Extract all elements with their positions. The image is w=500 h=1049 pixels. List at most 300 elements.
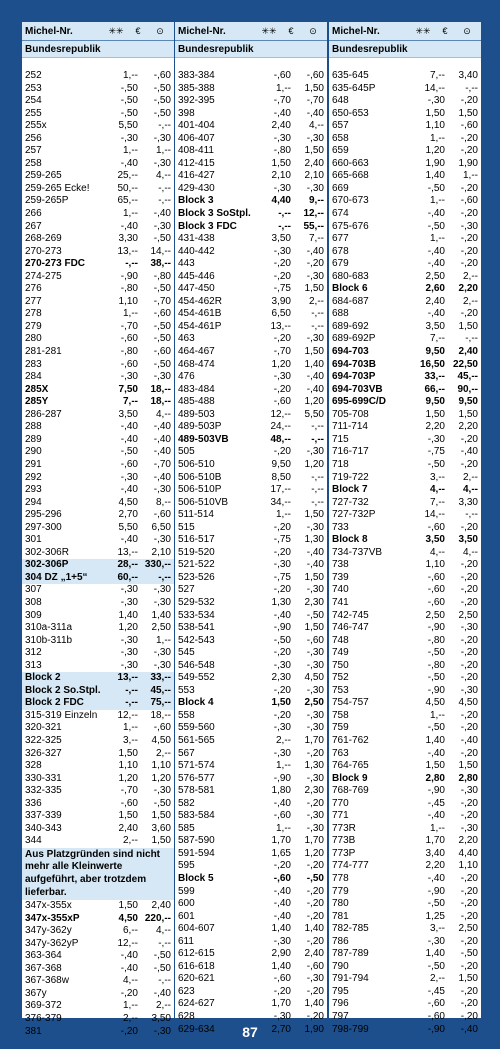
used-price: -,30	[153, 371, 171, 383]
used-price: -,--	[465, 509, 478, 521]
mint-price: 12,--	[270, 408, 291, 420]
catalog-number: 677	[332, 233, 349, 245]
used-price: 2,--	[156, 1000, 171, 1012]
price-row	[22, 785, 174, 798]
mint-price: 1,--	[123, 1000, 138, 1012]
catalog-number: 277	[25, 295, 42, 307]
price-row	[175, 647, 327, 660]
used-price: 2,50	[458, 609, 478, 621]
catalog-number: 347x-355x	[25, 900, 72, 912]
used-price: 45,--	[150, 684, 171, 696]
price-row	[175, 810, 327, 823]
mint-price: -,30	[273, 1011, 291, 1023]
catalog-number: 454-461P	[178, 320, 222, 332]
catalog-number: 684-687	[332, 295, 369, 307]
mint-price: 1,50	[118, 900, 138, 912]
price-row	[329, 484, 481, 497]
used-price: -,40	[153, 446, 171, 458]
price-row	[22, 660, 174, 673]
mint-price: 2,--	[276, 734, 291, 746]
catalog-number: 310a-311a	[25, 622, 73, 634]
catalog-number: 670-673	[332, 195, 369, 207]
used-price: 2,50	[151, 622, 171, 634]
price-row	[22, 258, 174, 271]
used-price: -,20	[460, 634, 478, 646]
used-price: 7,--	[309, 233, 324, 245]
mint-price: -,30	[120, 659, 138, 671]
mint-price: -,90	[427, 885, 445, 897]
price-row	[175, 296, 327, 309]
used-price: -,--	[311, 496, 324, 508]
price-row	[175, 898, 327, 911]
used-price: -,--	[465, 333, 478, 345]
catalog-number: 255	[25, 107, 42, 119]
used-price: -,30	[460, 785, 478, 797]
price-row	[175, 534, 327, 547]
catalog-number: 485-488	[178, 396, 215, 408]
mint-price: 48,--	[270, 433, 291, 445]
used-price: 3,60	[151, 822, 171, 834]
catalog-number: 483-484	[178, 383, 215, 395]
used-price: 18,--	[150, 709, 171, 721]
mint-price: -,20	[273, 446, 291, 458]
catalog-number: 739	[332, 571, 349, 583]
catalog-number: 429-430	[178, 182, 215, 194]
catalog-number: 278	[25, 308, 42, 320]
mint-price: -,40	[120, 962, 138, 974]
catalog-number: 727-732	[332, 496, 369, 508]
used-price: -,20	[460, 797, 478, 809]
used-price: -,30	[306, 810, 324, 822]
availability-note: Aus Platzgründen sind nicht mehr alle Kleinwerte aufgeführt, aber trotzdem lieferbar.	[22, 848, 174, 900]
price-row	[175, 221, 327, 234]
mint-price: -,90	[427, 684, 445, 696]
catalog-number: Block 2 FDC	[25, 697, 84, 709]
mint-price: -,50	[427, 182, 445, 194]
catalog-number: 635-645P	[332, 82, 376, 94]
catalog-number: 628	[178, 1011, 195, 1023]
mint-price: 1,--	[123, 722, 138, 734]
used-price: -,20	[460, 458, 478, 470]
catalog-number: 511-514	[178, 509, 214, 521]
used-price: 4,--	[156, 170, 171, 182]
price-row	[22, 963, 174, 976]
catalog-number: 383-384	[178, 70, 215, 81]
section-title: Bundesrepublik	[22, 41, 174, 58]
used-price: 45,--	[457, 371, 478, 383]
catalog-number: 591-594	[178, 847, 215, 859]
price-row	[175, 559, 327, 572]
price-row	[175, 697, 327, 710]
mint-price: -,30	[120, 647, 138, 659]
used-price: -,20	[460, 873, 478, 884]
mint-price: -,50	[427, 220, 445, 232]
catalog-number: 787-789	[332, 948, 369, 960]
catalog-number: 658	[332, 132, 349, 144]
catalog-number: 753	[332, 684, 349, 696]
mint-price: -,40	[273, 107, 291, 119]
mint-price: 1,--	[430, 132, 445, 144]
mint-price: -,30	[427, 433, 445, 445]
catalog-number: 599	[178, 885, 195, 897]
catalog-number: 770	[332, 797, 349, 809]
mint-price: 1,20	[271, 358, 291, 370]
used-price: 33,--	[150, 672, 171, 684]
price-row	[175, 321, 327, 334]
mint-price: 1,--	[430, 822, 445, 834]
mint-price: 2,50	[425, 609, 445, 621]
used-price: -,50	[306, 609, 324, 621]
used-price: 1,50	[458, 320, 478, 332]
used-price: 1,90	[304, 1023, 324, 1035]
used-price: -,--	[158, 975, 171, 987]
price-row	[329, 785, 481, 798]
price-row	[329, 923, 481, 936]
mint-price: -,40	[273, 797, 291, 809]
mint-price: 1,50	[118, 747, 138, 759]
used-price: 1,50	[304, 622, 324, 634]
catalog-number: 285Y	[25, 396, 49, 408]
used-price: -,20	[460, 1011, 478, 1023]
catalog-number: 571-574	[178, 760, 215, 772]
price-row	[22, 635, 174, 648]
price-row	[175, 873, 327, 886]
catalog-number: 689-692	[332, 320, 369, 332]
mint-price: -,80	[427, 659, 445, 671]
mint-price: -,30	[120, 471, 138, 483]
catalog-number: 295-296	[25, 509, 62, 521]
used-price: -,20	[460, 898, 478, 910]
price-row	[329, 647, 481, 660]
used-price: -,--	[158, 120, 171, 132]
used-price: -,20	[460, 571, 478, 583]
catalog-number: 741	[332, 596, 349, 608]
price-row	[329, 522, 481, 535]
used-price: -,20	[460, 145, 478, 157]
catalog-number: 259-265P	[25, 195, 69, 207]
used-price: -,--	[158, 571, 171, 583]
mint-price: -,60	[273, 810, 291, 822]
catalog-number: 369-372	[25, 1000, 62, 1012]
used-price: 14,--	[150, 245, 171, 257]
catalog-number: 782-785	[332, 923, 369, 935]
price-row	[22, 283, 174, 296]
price-row	[329, 258, 481, 271]
mint-price: 1,70	[425, 835, 445, 847]
mint-price: -,30	[427, 935, 445, 947]
mint-price: -,--	[278, 220, 291, 232]
used-price: -,50	[153, 358, 171, 370]
used-price: -,20	[306, 860, 324, 872]
mint-price: 1,40	[425, 948, 445, 960]
price-row	[175, 936, 327, 949]
catalog-number: 447-450	[178, 283, 215, 295]
price-row	[175, 258, 327, 271]
used-price: 1,70	[304, 734, 324, 746]
used-price: -,40	[460, 446, 478, 458]
used-price: 2,--	[156, 747, 171, 759]
mint-price: 7,--	[123, 396, 138, 408]
catalog-number: 454-461B	[178, 308, 222, 320]
used-price: 2,50	[304, 697, 324, 709]
catalog-number: 542-543	[178, 634, 215, 646]
catalog-number: 406-407	[178, 132, 215, 144]
mint-price: -,60	[120, 333, 138, 345]
used-price: -,50	[153, 320, 171, 332]
catalog-number: 254	[25, 95, 42, 107]
mint-price: -,20	[273, 684, 291, 696]
mint-price: -,20	[273, 258, 291, 270]
catalog-number: 294	[25, 496, 42, 508]
mint-price: 1,65	[271, 847, 291, 859]
used-price: 1,10	[458, 860, 478, 872]
catalog-number: 267	[25, 220, 42, 232]
catalog-number: 774-777	[332, 860, 369, 872]
price-row	[329, 710, 481, 723]
price-row	[22, 938, 174, 951]
used-price: -,60	[306, 960, 324, 972]
used-price: 4,50	[304, 672, 324, 684]
used-price: 4,--	[156, 408, 171, 420]
price-row	[22, 735, 174, 748]
price-row	[329, 421, 481, 434]
mint-price: -,--	[125, 258, 138, 270]
price-row	[329, 434, 481, 447]
mint-price: 6,50	[271, 308, 291, 320]
price-row	[329, 221, 481, 234]
price-row	[22, 183, 174, 196]
used-price: 90,--	[457, 383, 478, 395]
price-row	[175, 1011, 327, 1024]
mint-price: -,30	[273, 747, 291, 759]
catalog-number: 291	[25, 458, 42, 470]
price-row	[175, 961, 327, 974]
mint-price: -,--	[278, 208, 291, 220]
mint-price: 1,50	[425, 408, 445, 420]
used-price: -,50	[153, 333, 171, 345]
used-price: 3,50	[458, 534, 478, 546]
price-row	[175, 183, 327, 196]
mint-price: 7,--	[430, 70, 445, 81]
used-price: 2,--	[463, 471, 478, 483]
mint-price: 3,50	[271, 233, 291, 245]
catalog-number: 549-552	[178, 672, 215, 684]
catalog-number: 779	[332, 885, 349, 897]
price-row	[22, 810, 174, 823]
price-row	[22, 697, 174, 710]
catalog-number: 392-395	[178, 95, 215, 107]
mint-price: 1,20	[118, 772, 138, 784]
price-list	[22, 58, 174, 1038]
price-row	[329, 70, 481, 83]
used-price: -,20	[460, 208, 478, 220]
catalog-number: 367y	[25, 987, 47, 999]
catalog-number: 529-532	[178, 596, 215, 608]
used-price: -,40	[306, 371, 324, 383]
catalog-number: 780	[332, 898, 349, 910]
price-row	[175, 785, 327, 798]
mint-price: 1,40	[118, 609, 138, 621]
price-row	[329, 748, 481, 761]
mint-price: -,40	[120, 433, 138, 445]
price-row	[22, 409, 174, 422]
used-price: -,60	[153, 722, 171, 734]
catalog-number: 759	[332, 722, 349, 734]
catalog-number: 567	[178, 747, 195, 759]
used-price: 1,--	[156, 634, 171, 646]
column	[175, 22, 327, 1035]
mint-price: 2,70	[118, 509, 138, 521]
catalog-number: 660-663	[332, 157, 369, 169]
price-list	[329, 58, 481, 1036]
catalog-number: 669	[332, 182, 349, 194]
price-row	[329, 120, 481, 133]
catalog-number: 650-653	[332, 107, 369, 119]
price-row	[175, 371, 327, 384]
price-row	[329, 497, 481, 510]
catalog-number: 716-717	[332, 446, 369, 458]
catalog-number: 347y-362yP	[25, 937, 79, 949]
used-price: 2,--	[463, 295, 478, 307]
price-row	[329, 446, 481, 459]
catalog-number: 258	[25, 157, 42, 169]
used-price: -,20	[306, 985, 324, 997]
price-row	[22, 145, 174, 158]
mint-price: 9,50	[425, 396, 445, 408]
used-price: -,--	[311, 471, 324, 483]
price-row	[22, 333, 174, 346]
catalog-number: 337-339	[25, 810, 62, 822]
price-row	[329, 722, 481, 735]
used-price: -,20	[460, 810, 478, 822]
catalog-number: 506-510B	[178, 471, 222, 483]
catalog-number: 276	[25, 283, 42, 295]
mint-price: 3,--	[430, 471, 445, 483]
price-row	[175, 998, 327, 1011]
mint-price: 13,--	[117, 546, 138, 558]
catalog-number: 561-565	[178, 734, 215, 746]
mint-price: 1,25	[425, 910, 445, 922]
used-price: 4,--	[463, 546, 478, 558]
catalog-number: 578-581	[178, 785, 215, 797]
mint-price: 2,90	[271, 948, 291, 960]
mint-price: 4,40	[271, 195, 291, 207]
used-price: -,60	[306, 70, 324, 81]
price-row	[329, 283, 481, 296]
mint-price: 7,--	[430, 333, 445, 345]
catalog-number: 748	[332, 634, 349, 646]
catalog-number: 521-522	[178, 559, 215, 571]
price-row	[175, 735, 327, 748]
used-price: 2,80	[458, 772, 478, 784]
price-row	[175, 145, 327, 158]
catalog-number: 718	[332, 458, 349, 470]
catalog-number: 754-757	[332, 697, 369, 709]
mint-price: 1,50	[425, 760, 445, 772]
catalog-number: 711-714	[332, 421, 368, 433]
price-row	[22, 760, 174, 773]
used-price: 75,--	[150, 697, 171, 709]
used-price: -,20	[460, 584, 478, 596]
catalog-number: 257	[25, 145, 42, 157]
price-row	[22, 233, 174, 246]
mint-price: -,20	[120, 987, 138, 999]
price-row	[175, 622, 327, 635]
section-title: Bundesrepublik	[329, 41, 481, 58]
mint-price: -,60	[427, 998, 445, 1010]
catalog-number: 284	[25, 371, 42, 383]
catalog-number: 738	[332, 559, 349, 571]
mint-price: -,40	[120, 484, 138, 496]
price-row	[175, 484, 327, 497]
mint-price: -,30	[273, 935, 291, 947]
catalog-number: 283	[25, 358, 42, 370]
mint-price: -,30	[273, 132, 291, 144]
price-row	[22, 900, 174, 913]
price-row	[22, 509, 174, 522]
price-row	[175, 948, 327, 961]
used-price: -,30	[460, 822, 478, 834]
price-row	[175, 346, 327, 359]
catalog-number: 519-520	[178, 546, 215, 558]
used-price: -,60	[306, 634, 324, 646]
catalog-number: 468-474	[178, 358, 215, 370]
price-row	[22, 120, 174, 133]
mint-price: 12,--	[117, 937, 138, 949]
price-row	[329, 333, 481, 346]
used-price: -,20	[306, 885, 324, 897]
price-row	[175, 572, 327, 585]
mint-price: -,30	[120, 584, 138, 596]
price-row	[175, 986, 327, 999]
mint-price: -,--	[125, 697, 138, 709]
used-price: -,60	[153, 308, 171, 320]
price-row	[329, 948, 481, 961]
mint-price: 2,--	[123, 835, 138, 847]
used-price: 1,--	[463, 170, 478, 182]
price-row	[22, 925, 174, 938]
mint-price: 1,--	[276, 509, 291, 521]
mint-price: -,40	[427, 747, 445, 759]
price-row	[22, 835, 174, 848]
price-row	[22, 459, 174, 472]
mint-price: 2,40	[118, 822, 138, 834]
used-price: 1,40	[151, 609, 171, 621]
mint-price: -,90	[427, 785, 445, 797]
mint-price: 7,50	[118, 383, 138, 395]
mint-price: -,75	[273, 571, 291, 583]
mint-price: -,30	[273, 722, 291, 734]
catalog-number: 401-404	[178, 120, 215, 132]
price-row	[22, 597, 174, 610]
price-row	[329, 973, 481, 986]
catalog-number: 734-737VB	[332, 546, 383, 558]
used-price: -,20	[460, 672, 478, 684]
used-price: 5,50	[304, 408, 324, 420]
catalog-number: 546-548	[178, 659, 215, 671]
price-row	[22, 359, 174, 372]
used-price: 4,--	[463, 484, 478, 496]
mint-price: 65,--	[117, 195, 138, 207]
catalog-number: 612-615	[178, 948, 215, 960]
price-row	[329, 371, 481, 384]
mint-price: 3,40	[425, 847, 445, 859]
price-row	[175, 108, 327, 121]
catalog-number: 545	[178, 647, 195, 659]
price-row	[329, 660, 481, 673]
catalog-number: 764-765	[332, 760, 369, 772]
catalog-number: 431-438	[178, 233, 215, 245]
